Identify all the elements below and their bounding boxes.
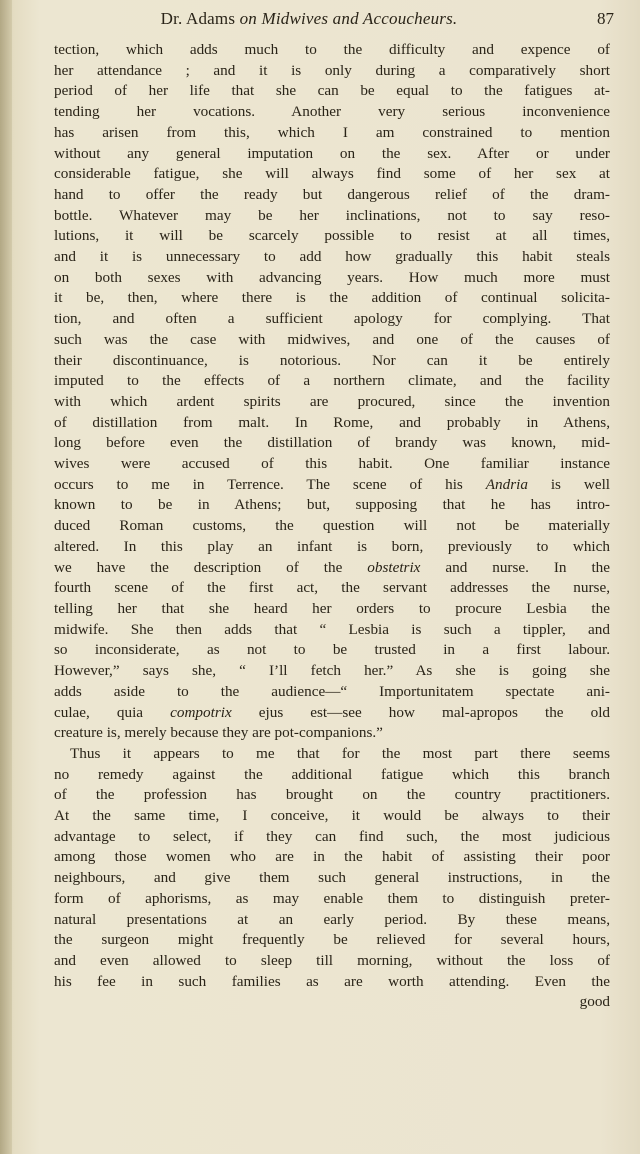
text-line — [54, 226, 610, 247]
running-head-author: Dr. Adams — [160, 9, 240, 28]
text-run: of distillation from malt. In Rome, and probably in Athens, — [54, 413, 610, 431]
text-line — [54, 81, 610, 102]
text-run: period of her life that she can be equal to the fatigues at- — [54, 82, 610, 100]
text-line — [54, 744, 610, 765]
text-run: their discontinuance, is notorious. Nor can it be entirely — [54, 351, 610, 369]
text-line — [54, 599, 610, 620]
text-run: wives were accused of this habit. One familiar instance — [54, 455, 610, 473]
text-run: has arisen from this, which I am constrained to mention — [54, 123, 610, 141]
text-line — [54, 185, 610, 206]
text-line — [54, 330, 610, 351]
text-run: neighbours, and give them such general instructions, in the — [54, 869, 610, 887]
text-line — [54, 268, 610, 289]
text-line — [54, 351, 610, 372]
page-header — [64, 6, 614, 32]
text-run: adds aside to the audience—“ Importunitatem spectate ani- — [54, 682, 610, 700]
text-run: creature is, merely because they are pot-companions.” — [54, 724, 383, 742]
text-line — [54, 765, 610, 786]
running-head-on: on — [239, 9, 262, 28]
text-line — [54, 516, 610, 537]
body-text — [54, 40, 610, 1013]
text-run: it be, then, where there is the addition of continual solicita- — [54, 289, 610, 307]
text-run: her attendance ; and it is only during a comparatively short — [54, 61, 610, 79]
text-line — [54, 247, 610, 268]
text-run: ejus est—see how mal-apropos the old — [231, 703, 610, 721]
text-line — [54, 992, 610, 1013]
text-line — [54, 785, 610, 806]
text-line — [54, 723, 610, 744]
text-run: telling her that she heard her orders to procure Lesbia the — [54, 599, 610, 617]
text-run: with which ardent spirits are procured, since the invention — [54, 392, 610, 410]
text-line — [54, 930, 610, 951]
binding-gutter — [0, 0, 12, 1154]
text-run: occurs to me in Terrence. The scene of his — [54, 475, 486, 493]
text-line — [54, 827, 610, 848]
text-run: However,” says she, “ I’ll fetch her.” As she is going she — [54, 662, 610, 680]
running-head — [64, 9, 554, 29]
text-run: is well — [527, 475, 610, 493]
italic-term: Andria — [485, 475, 528, 493]
text-line — [54, 682, 610, 703]
text-line — [54, 951, 610, 972]
text-line — [54, 413, 610, 434]
text-line — [54, 164, 610, 185]
text-line — [54, 661, 610, 682]
text-line — [54, 578, 610, 599]
text-run: of the profession has brought on the country practitioners. — [54, 786, 610, 804]
text-run: tection, which adds much to the difficulty and expence of — [54, 41, 610, 58]
text-line — [54, 144, 610, 165]
text-run: no remedy against the additional fatigue which this branch — [54, 765, 610, 783]
text-run: At the same time, I conceive, it would be always to their — [54, 807, 610, 825]
text-run: on both sexes with advancing years. How much more must — [54, 268, 610, 286]
text-line — [54, 433, 610, 454]
text-run: fourth scene of the first act, the servant addresses the nurse, — [54, 579, 610, 597]
text-run: natural presentations at an early period. By these means, — [54, 910, 610, 928]
text-line — [54, 620, 610, 641]
text-line — [54, 61, 610, 82]
text-run: culae, quia — [54, 703, 171, 721]
text-run: midwife. She then adds that “ Lesbia is such a tippler, and — [54, 620, 610, 638]
text-line — [54, 123, 610, 144]
text-line — [54, 847, 610, 868]
text-line — [54, 102, 610, 123]
text-run: tion, and often a sufficient apology for complying. That — [54, 310, 610, 328]
text-run: form of aphorisms, as may enable them to distinguish preter- — [54, 889, 610, 907]
text-run: advantage to select, if they can find such, the most judicious — [54, 827, 610, 845]
running-head-topic: Midwives and Accoucheurs. — [261, 9, 458, 28]
text-run: his fee in such families as are worth attending. Even the — [54, 972, 610, 990]
text-line — [54, 868, 610, 889]
text-run: duced Roman customs, the question will not be materially — [54, 517, 610, 535]
text-run: among those women who are in the habit of assisting their poor — [54, 848, 610, 866]
text-run: such was the case with midwives, and one of the causes of — [54, 330, 610, 348]
text-line — [54, 558, 610, 579]
text-run: altered. In this play an infant is born, previously to which — [54, 537, 610, 555]
text-run: good — [579, 993, 610, 1011]
text-line — [54, 309, 610, 330]
text-run: considerable fatigue, she will always find some of her sex at — [54, 165, 610, 183]
text-run: and even allowed to sleep till morning, without the loss of — [54, 951, 610, 969]
text-line — [54, 288, 610, 309]
text-line — [54, 806, 610, 827]
text-run: without any general imputation on the sex. After or under — [54, 144, 610, 162]
text-run: and it is unnecessary to add how gradually this habit steals — [54, 248, 610, 266]
text-line — [54, 475, 610, 496]
text-run: so inconsiderate, as not to be trusted in a first labour. — [54, 641, 610, 659]
text-line — [54, 495, 610, 516]
text-line — [54, 703, 610, 724]
italic-term: obstetrix — [367, 558, 421, 576]
text-run: the surgeon might frequently be relieved for several hours, — [54, 931, 610, 949]
text-run: long before even the distillation of brandy was known, mid- — [54, 434, 610, 452]
text-line — [54, 537, 610, 558]
text-line — [54, 454, 610, 475]
italic-term: compotrix — [170, 703, 232, 721]
text-line — [54, 910, 610, 931]
text-run: lutions, it will be scarcely possible to resist at all times, — [54, 227, 610, 245]
text-line — [54, 40, 610, 61]
text-run: bottle. Whatever may be her inclinations, not to say reso- — [54, 206, 610, 224]
text-run: hand to offer the ready but dangerous relief of the dram- — [54, 185, 610, 203]
text-run: imputed to the effects of a northern climate, and the facility — [54, 372, 610, 390]
text-run: Thus it appears to me that for the most part there seems — [70, 744, 610, 762]
text-run: tending her vocations. Another very serious inconvenience — [54, 103, 610, 121]
text-line — [54, 889, 610, 910]
text-line — [54, 640, 610, 661]
text-line — [54, 371, 610, 392]
text-run: we have the description of the — [54, 558, 368, 576]
page-number: 87 — [597, 9, 614, 28]
text-line — [54, 206, 610, 227]
text-line — [54, 392, 610, 413]
text-run: and nurse. In the — [420, 558, 610, 576]
text-run: known to be in Athens; but, supposing that he has intro- — [54, 496, 610, 514]
text-line — [54, 972, 610, 993]
